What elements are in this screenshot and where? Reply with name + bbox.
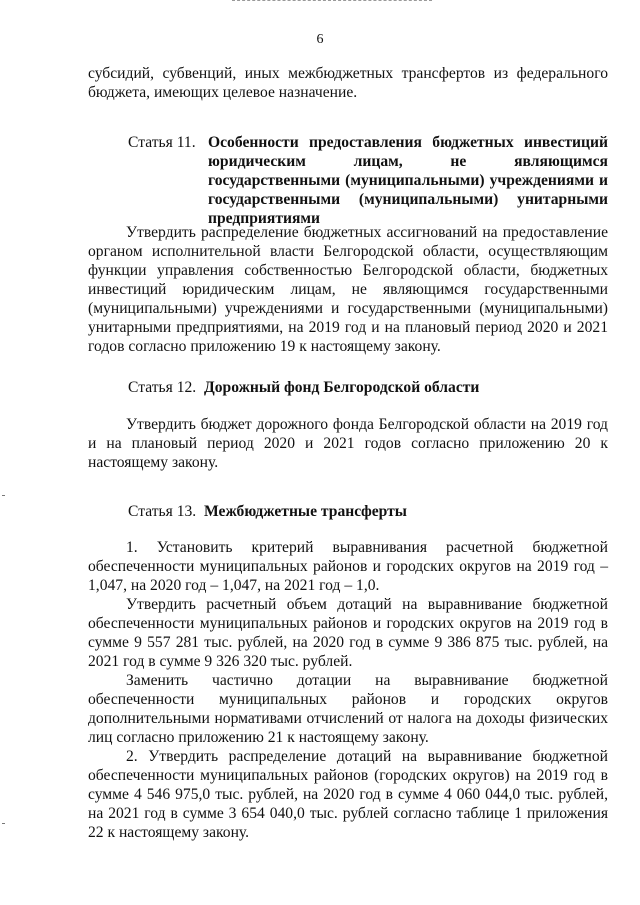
page-number: 6 [316,32,324,47]
article-12-title: Дорожный фонд Белгородской области [204,379,480,396]
article-13-paragraph: Утвердить расчетный объем дотаций на выравнивание бюджетной обеспеченности муниципальных районов и городских округов на 2019 год в сумме 9 557 281 тыс. рублей, на 2020 год в сумме 9 386 875 тыс. рублей, на 2021 год в сумме 9 326 320 тыс. рублей. [88,596,608,670]
article-13-paragraph: 1. Установить критерий выравнивания расчетной бюджетной обеспеченности муниципальных районов и городских округов на 2019 год – 1,047, на 2020 год – 1,047, на 2021 год – 1,0. [88,539,608,594]
article-13-paragraph: 2. Утвердить распределение дотаций на выравнивание бюджетной обеспеченности муниципальных районов (городских округов) на 2019 год в сумме 4 546 975,0 тыс. рублей, на 2020 год в сумме 4 060 044,0 тыс. рублей, на 2021 год в сумме 3 654 040,0 тыс. рублей согласно таблице 1 приложения 22 к настоящему закону. [88,748,608,841]
article-11-text: Утвердить распределение бюджетных ассигнований на предоставление органом исполнительной власти Белгородской области, осуществляющим функции управления собственностью Белгородской области, бюджетных инвестиций юридическим лицам, не являющимся государственными (муниципальными) учреждениями и государственными (муниципальными) унитарными предприятиями, на 2019 год и на плановый период 2020 и 2021 годов согласно приложению 19 к настоящему закону. [88,224,608,355]
article-11-number: Статья 11. [128,134,196,151]
article-13-title: Межбюджетные трансферты [204,503,407,520]
article-12-number: Статья 12. [128,379,197,396]
scan-top-marks [232,0,432,4]
article-11-title: Особенности предоставления бюджетных инвестиций юридическим лицам, не являющимся государственными (муниципальными) учреждениями и государственными (муниципальными) унитарными предприятиями [208,134,608,227]
article-13-paragraph: Заменить частично дотации на выравнивание бюджетной обеспеченности муниципальных районов и городских округов дополнительными нормативами отчислений от налога на доходы физических лиц согласно приложению 21 к настоящему закону. [88,672,608,746]
article-12-heading [128,378,479,397]
article-13-number: Статья 13. [128,503,197,520]
article-13-heading [128,502,407,521]
article-13-body [88,538,608,842]
article-12-text: Утвердить бюджет дорожного фонда Белгородской области на 2019 год и на плановый период 2020 и 2021 годов согласно приложению 20 к настоящему закону. [88,416,608,471]
intro-paragraph: субсидий, субвенций, иных межбюджетных трансфертов из федерального бюджета, имеющих целевое назначение. [88,65,608,101]
article-11-heading [88,133,608,228]
scan-edge-mark [2,495,5,496]
scan-edge-mark [2,823,5,824]
